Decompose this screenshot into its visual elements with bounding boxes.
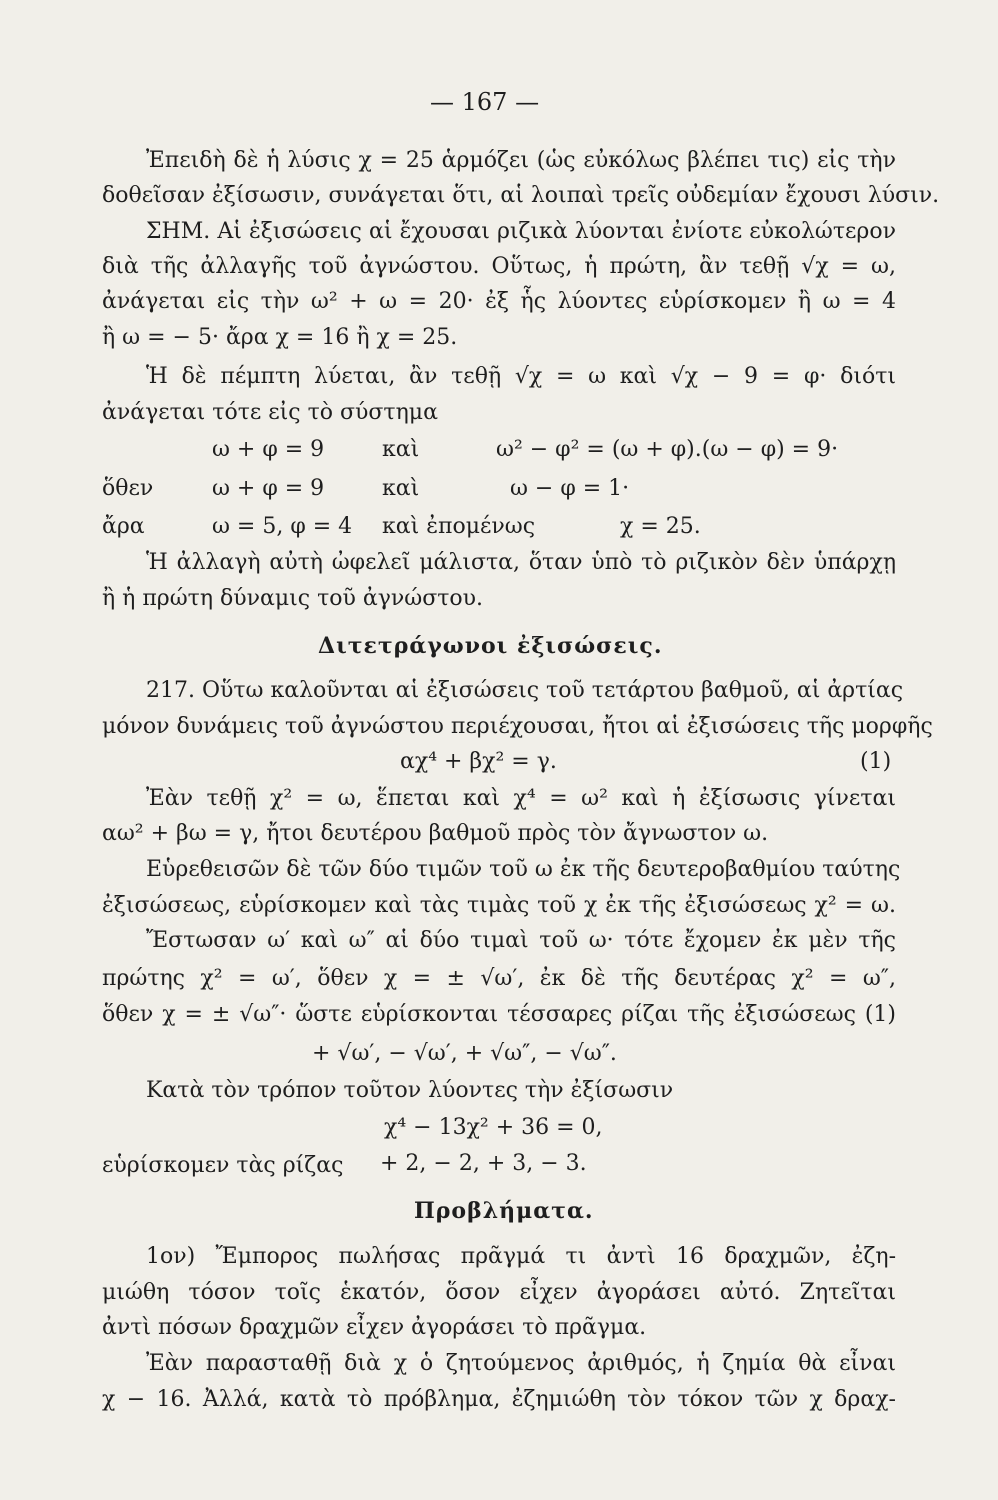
system-left: ω + φ = 9 — [212, 437, 325, 462]
system-pre: ὅθεν — [102, 476, 154, 501]
text-line: Ἐὰν παρασταθῇ διὰ χ ὁ ζητούμενος ἀριθμός, ἡ ζημία θὰ εἶναι — [146, 1351, 896, 1376]
system-right: ω² − φ² = (ω + φ).(ω − φ) = 9· — [496, 437, 839, 462]
system-left: ω + φ = 9 — [212, 476, 325, 501]
text-line: Ἐὰν τεθῇ χ² = ω, ἕπεται καὶ χ⁴ = ω² καὶ ἡ ἐξίσωσις γίνεται — [146, 786, 896, 811]
section-heading: Διτετράγωνοι ἐξισώσεις. — [318, 633, 663, 659]
text-line: ἀνάγεται εἰς τὴν ω² + ω = 20· ἐξ ἧς λύοντες εὑρίσκομεν ἢ ω = 4 — [102, 289, 896, 314]
text-line: Ἔστωσαν ω′ καὶ ω″ αἱ δύο τιμαὶ τοῦ ω· τότε ἔχομεν ἐκ μὲν τῆς — [146, 928, 896, 953]
section-heading: Προβλήματα. — [414, 1198, 594, 1224]
text-line: ΣΗΜ. Αἱ ἐξισώσεις αἱ ἔχουσαι ριζικὰ λύονται ἐνίοτε εὐκολώτερον — [146, 219, 896, 244]
text-line: χ − 16. Ἀλλά, κατὰ τὸ πρόβλημα, ἐζημιώθη τὸν τόκον τῶν χ δραχ- — [102, 1387, 896, 1412]
system-mid: καὶ — [382, 437, 420, 462]
system-mid: καὶ — [382, 476, 420, 501]
text-line: ἢ ω = − 5· ἄρα χ = 16 ἢ χ = 25. — [102, 325, 458, 350]
text-line: ἐξισώσεως, εὑρίσκομεν καὶ τὰς τιμὰς τοῦ χ ἐκ τῆς ἐξισώσεως χ² = ω. — [102, 893, 896, 918]
text-line: Ἡ δὲ πέμπτη λύεται, ἂν τεθῇ √χ = ω καὶ √χ − 9 = φ· διότι — [146, 364, 896, 389]
text-line: Κατὰ τὸν τρόπον τοῦτον λύοντες τὴν ἐξίσωσιν — [146, 1078, 674, 1103]
text-line: διὰ τῆς ἀλλαγῆς τοῦ ἀγνώστου. Οὕτως, ἡ πρώτη, ἂν τεθῇ √χ = ω, — [102, 254, 896, 279]
system-pre: ἄρα — [102, 514, 145, 539]
text-line: Εὑρεθεισῶν δὲ τῶν δύο τιμῶν τοῦ ω ἐκ τῆς δευτεροβαθμίου ταύτης — [146, 857, 901, 882]
system-right: χ = 25. — [620, 514, 701, 539]
equation-number: (1) — [860, 749, 892, 774]
text-line: 217. Οὕτω καλοῦνται αἱ ἐξισώσεις τοῦ τετάρτου βαθμοῦ, αἱ ἀρτίας — [146, 678, 904, 703]
text-line: δοθεῖσαν ἐξίσωσιν, συνάγεται ὅτι, αἱ λοιπαὶ τρεῖς οὐδεμίαν ἔχουσι λύσιν. — [102, 183, 940, 208]
text-line: ἀντὶ πόσων δραχμῶν εἶχεν ἀγοράσει τὸ πρᾶγμα. — [102, 1315, 647, 1340]
text-line: μιώθη τόσον τοῖς ἑκατόν, ὅσον εἶχεν ἀγοράσει αὐτό. Ζητεῖται — [102, 1280, 896, 1305]
system-right: ω − φ = 1· — [510, 476, 630, 501]
page-number: — 167 — — [430, 88, 540, 116]
text-line: εὑρίσκομεν τὰς ρίζας — [102, 1153, 344, 1178]
text-line: μόνον δυνάμεις τοῦ ἀγνώστου περιέχουσαι, ἤτοι αἱ ἐξισώσεις τῆς μορφῆς — [102, 714, 933, 739]
system-mid: καὶ ἐπομένως — [382, 514, 536, 539]
text-line: ὅθεν χ = ± √ω″· ὥστε εὑρίσκονται τέσσαρες ρίζαι τῆς ἐξισώσεως (1) — [102, 1002, 896, 1027]
text-line: πρώτης χ² = ω′, ὅθεν χ = ± √ω′, ἐκ δὲ τῆς δευτέρας χ² = ω″, — [102, 966, 896, 991]
equation: χ⁴ − 13χ² + 36 = 0, — [384, 1115, 603, 1140]
equation: αχ⁴ + βχ² = γ. — [400, 749, 557, 774]
roots-line: + √ω′, − √ω′, + √ω″, − √ω″. — [312, 1041, 617, 1066]
text-line: 1ον) Ἔμπορος πωλήσας πρᾶγμά τι ἀντὶ 16 δραχμῶν, ἐζη- — [146, 1244, 896, 1269]
text-line: Ἐπειδὴ δὲ ἡ λύσις χ = 25 ἁρμόζει (ὡς εὐκόλως βλέπει τις) εἰς τὴν — [146, 148, 896, 173]
system-left: ω = 5, φ = 4 — [212, 514, 353, 539]
text-line: ἀνάγεται τότε εἰς τὸ σύστημα — [102, 400, 438, 425]
roots-line: + 2, − 2, + 3, − 3. — [380, 1151, 587, 1176]
text-line: ἢ ἡ πρώτη δύναμις τοῦ ἀγνώστου. — [102, 586, 484, 611]
text-line: Ἡ ἀλλαγὴ αὐτὴ ὠφελεῖ μάλιστα, ὅταν ὑπὸ τὸ ριζικὸν δὲν ὑπάρχῃ — [146, 550, 896, 575]
text-line: αω² + βω = γ, ἤτοι δευτέρου βαθμοῦ πρὸς τὸν ἄγνωστον ω. — [102, 821, 769, 846]
